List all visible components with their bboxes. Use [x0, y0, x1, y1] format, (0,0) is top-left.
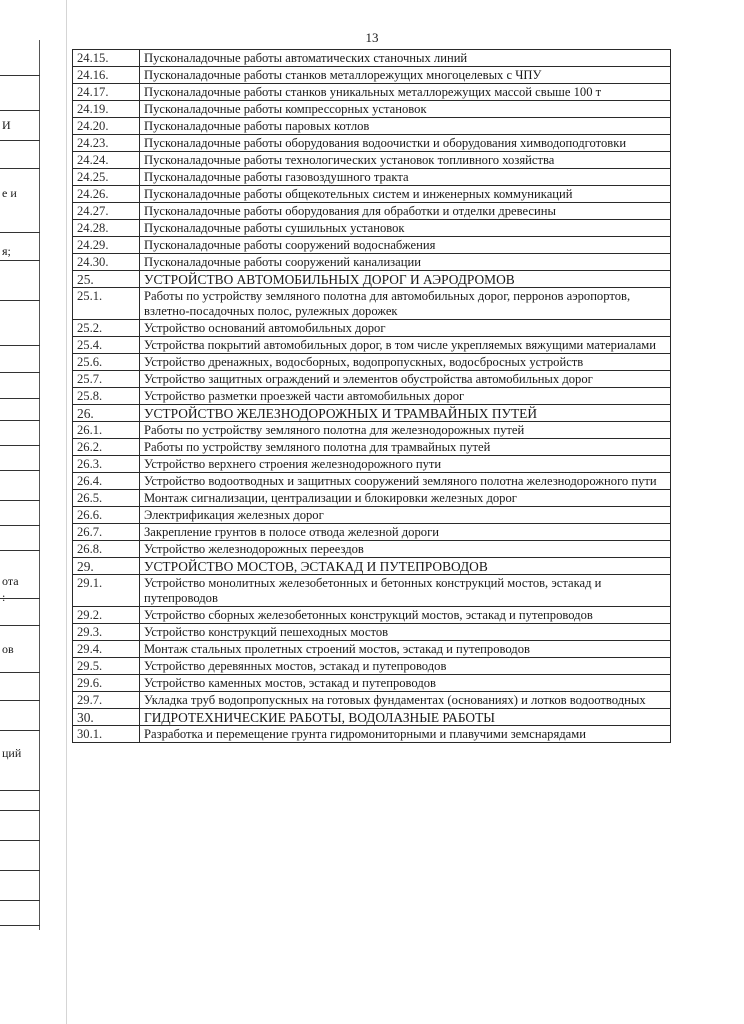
table-row	[73, 575, 671, 607]
row-code: 24.28.	[73, 220, 140, 237]
previous-page-text-fragment: е и	[2, 186, 17, 200]
previous-page-rule	[0, 500, 40, 501]
row-code: 29.	[73, 558, 140, 575]
row-description: Пусконаладочные работы автоматических станочных линий	[140, 50, 671, 67]
row-description: Пусконаладочные работы паровых котлов	[140, 118, 671, 135]
row-description: Пусконаладочные работы сооружений водоснабжения	[140, 237, 671, 254]
row-code: 24.16.	[73, 67, 140, 84]
row-description: Монтаж сигнализации, централизации и блокировки железных дорог	[140, 490, 671, 507]
row-description: Работы по устройству земляного полотна для трамвайных путей	[140, 439, 671, 456]
previous-page-text-fragment: я;	[2, 244, 11, 258]
previous-page-rule	[0, 625, 40, 626]
row-description: Устройство защитных ограждений и элементов обустройства автомобильных дорог	[140, 371, 671, 388]
row-code: 25.	[73, 271, 140, 288]
row-description: Устройство железнодорожных переездов	[140, 541, 671, 558]
previous-page-rule	[0, 372, 40, 373]
table-row	[73, 541, 671, 558]
row-description: Устройство каменных мостов, эстакад и путепроводов	[140, 675, 671, 692]
section-row	[73, 405, 671, 422]
row-description: Электрификация железных дорог	[140, 507, 671, 524]
row-code: 29.6.	[73, 675, 140, 692]
previous-page-rule	[0, 790, 40, 791]
fold-line	[66, 0, 67, 1024]
row-code: 26.8.	[73, 541, 140, 558]
table-row	[73, 422, 671, 439]
row-description: Устройства покрытий автомобильных дорог, в том числе укрепляемых вяжущими материалами	[140, 337, 671, 354]
row-code: 29.2.	[73, 607, 140, 624]
table-row	[73, 641, 671, 658]
previous-page-rule	[0, 168, 40, 169]
row-description: Пусконаладочные работы станков уникальных металлорежущих массой свыше 100 т	[140, 84, 671, 101]
row-description: Монтаж стальных пролетных строений мостов, эстакад и путепроводов	[140, 641, 671, 658]
row-description: Устройство монолитных железобетонных и бетонных конструкций мостов, эстакад и путепроводов	[140, 575, 671, 607]
table-row	[73, 237, 671, 254]
row-description: Пусконаладочные работы компрессорных установок	[140, 101, 671, 118]
previous-page-rule	[0, 470, 40, 471]
row-code: 24.24.	[73, 152, 140, 169]
previous-page-rule	[0, 810, 40, 811]
row-description: Пусконаладочные работы общекотельных систем и инженерных коммуникаций	[140, 186, 671, 203]
table-row	[73, 203, 671, 220]
row-description: Устройство верхнего строения железнодорожного пути	[140, 456, 671, 473]
previous-page-rule	[0, 110, 40, 111]
row-description: Устройство разметки проезжей части автомобильных дорог	[140, 388, 671, 405]
row-code: 29.4.	[73, 641, 140, 658]
row-code: 24.15.	[73, 50, 140, 67]
table-row	[73, 337, 671, 354]
section-title: УСТРОЙСТВО ЖЕЛЕЗНОДОРОЖНЫХ И ТРАМВАЙНЫХ ПУТЕЙ	[140, 405, 671, 422]
table-row	[73, 507, 671, 524]
row-code: 24.30.	[73, 254, 140, 271]
previous-page-border	[39, 40, 40, 930]
row-code: 26.1.	[73, 422, 140, 439]
row-description: Устройство конструкций пешеходных мостов	[140, 624, 671, 641]
row-description: Устройство оснований автомобильных дорог	[140, 320, 671, 337]
row-description: Работы по устройству земляного полотна для автомобильных дорог, перронов аэропортов, взлетно-посадочных полос, рулежных дорожек	[140, 288, 671, 320]
row-code: 29.3.	[73, 624, 140, 641]
previous-page-rule	[0, 260, 40, 261]
row-code: 25.8.	[73, 388, 140, 405]
row-description: Пусконаладочные работы сушильных установок	[140, 220, 671, 237]
previous-page-text-fragment: ций	[2, 746, 22, 760]
table-row	[73, 473, 671, 490]
previous-page-rule	[0, 840, 40, 841]
row-code: 26.	[73, 405, 140, 422]
table-row	[73, 169, 671, 186]
row-description: Работы по устройству земляного полотна для железнодорожных путей	[140, 422, 671, 439]
row-code: 24.25.	[73, 169, 140, 186]
table-row	[73, 220, 671, 237]
row-code: 25.4.	[73, 337, 140, 354]
table-row	[73, 524, 671, 541]
row-code: 26.4.	[73, 473, 140, 490]
row-code: 25.1.	[73, 288, 140, 320]
previous-page-rule	[0, 870, 40, 871]
previous-page-rule	[0, 140, 40, 141]
section-row	[73, 271, 671, 288]
previous-page-text-fragment: ота	[2, 574, 19, 588]
row-code: 26.6.	[73, 507, 140, 524]
previous-page-text-fragment: :	[2, 590, 6, 604]
row-code: 30.1.	[73, 726, 140, 743]
work-types-table	[72, 49, 671, 743]
table-row	[73, 456, 671, 473]
table-row	[73, 658, 671, 675]
table-row	[73, 354, 671, 371]
previous-page-edge	[0, 0, 40, 1024]
section-title: УСТРОЙСТВО МОСТОВ, ЭСТАКАД И ПУТЕПРОВОДОВ	[140, 558, 671, 575]
row-code: 29.5.	[73, 658, 140, 675]
row-code: 30.	[73, 709, 140, 726]
previous-page-rule	[0, 598, 40, 599]
row-description: Пусконаладочные работы сооружений канализации	[140, 254, 671, 271]
section-title: ГИДРОТЕХНИЧЕСКИЕ РАБОТЫ, ВОДОЛАЗНЫЕ РАБОТЫ	[140, 709, 671, 726]
table-row	[73, 152, 671, 169]
row-code: 24.26.	[73, 186, 140, 203]
previous-page-rule	[0, 925, 40, 926]
page-number: 13	[365, 30, 379, 45]
row-code: 24.23.	[73, 135, 140, 152]
row-code: 24.29.	[73, 237, 140, 254]
previous-page-rule	[0, 700, 40, 701]
table-row	[73, 288, 671, 320]
row-code: 24.17.	[73, 84, 140, 101]
row-description: Устройство сборных железобетонных конструкций мостов, эстакад и путепроводов	[140, 607, 671, 624]
row-code: 25.7.	[73, 371, 140, 388]
table-row	[73, 726, 671, 743]
row-code: 26.2.	[73, 439, 140, 456]
row-description: Пусконаладочные работы газовоздушного тракта	[140, 169, 671, 186]
row-code: 29.1.	[73, 575, 140, 607]
section-row	[73, 709, 671, 726]
table-row	[73, 254, 671, 271]
row-description: Устройство деревянных мостов, эстакад и путепроводов	[140, 658, 671, 675]
previous-page-rule	[0, 525, 40, 526]
table-row	[73, 490, 671, 507]
row-description: Разработка и перемещение грунта гидромониторными и плавучими земснарядами	[140, 726, 671, 743]
row-code: 26.3.	[73, 456, 140, 473]
table-row	[73, 388, 671, 405]
row-description: Устройство дренажных, водосборных, водопропускных, водосбросных устройств	[140, 354, 671, 371]
table-row	[73, 186, 671, 203]
row-description: Пусконаладочные работы технологических установок топливного хозяйства	[140, 152, 671, 169]
row-description: Пусконаладочные работы оборудования для обработки и отделки древесины	[140, 203, 671, 220]
previous-page-rule	[0, 420, 40, 421]
table-row	[73, 371, 671, 388]
previous-page-rule	[0, 445, 40, 446]
previous-page-rule	[0, 730, 40, 731]
row-description: Устройство водоотводных и защитных сооружений земляного полотна железнодорожного пути	[140, 473, 671, 490]
previous-page-rule	[0, 550, 40, 551]
row-code: 25.2.	[73, 320, 140, 337]
previous-page-rule	[0, 345, 40, 346]
previous-page-rule	[0, 672, 40, 673]
row-description: Пусконаладочные работы станков металлорежущих многоцелевых с ЧПУ	[140, 67, 671, 84]
section-title: УСТРОЙСТВО АВТОМОБИЛЬНЫХ ДОРОГ И АЭРОДРОМОВ	[140, 271, 671, 288]
row-description: Закрепление грунтов в полосе отвода железной дороги	[140, 524, 671, 541]
previous-page-rule	[0, 232, 40, 233]
table-row	[73, 692, 671, 709]
row-code: 29.7.	[73, 692, 140, 709]
previous-page-text-fragment: ов	[2, 642, 14, 656]
previous-page-text-fragment: И	[2, 118, 11, 132]
table-row	[73, 320, 671, 337]
previous-page-rule	[0, 75, 40, 76]
table-row	[73, 118, 671, 135]
table-row	[73, 624, 671, 641]
row-code: 26.7.	[73, 524, 140, 541]
row-code: 26.5.	[73, 490, 140, 507]
table-row	[73, 607, 671, 624]
row-description: Укладка труб водопропускных на готовых фундаментах (основаниях) и лотков водоотводных	[140, 692, 671, 709]
row-code: 24.19.	[73, 101, 140, 118]
row-description: Пусконаладочные работы оборудования водоочистки и оборудования химводоподготовки	[140, 135, 671, 152]
row-code: 25.6.	[73, 354, 140, 371]
previous-page-rule	[0, 900, 40, 901]
table-row	[73, 675, 671, 692]
table-row	[73, 135, 671, 152]
table-row	[73, 50, 671, 67]
table-row	[73, 439, 671, 456]
previous-page-rule	[0, 398, 40, 399]
previous-page-rule	[0, 300, 40, 301]
table-row	[73, 84, 671, 101]
row-code: 24.20.	[73, 118, 140, 135]
table-row	[73, 67, 671, 84]
section-row	[73, 558, 671, 575]
table-row	[73, 101, 671, 118]
row-code: 24.27.	[73, 203, 140, 220]
